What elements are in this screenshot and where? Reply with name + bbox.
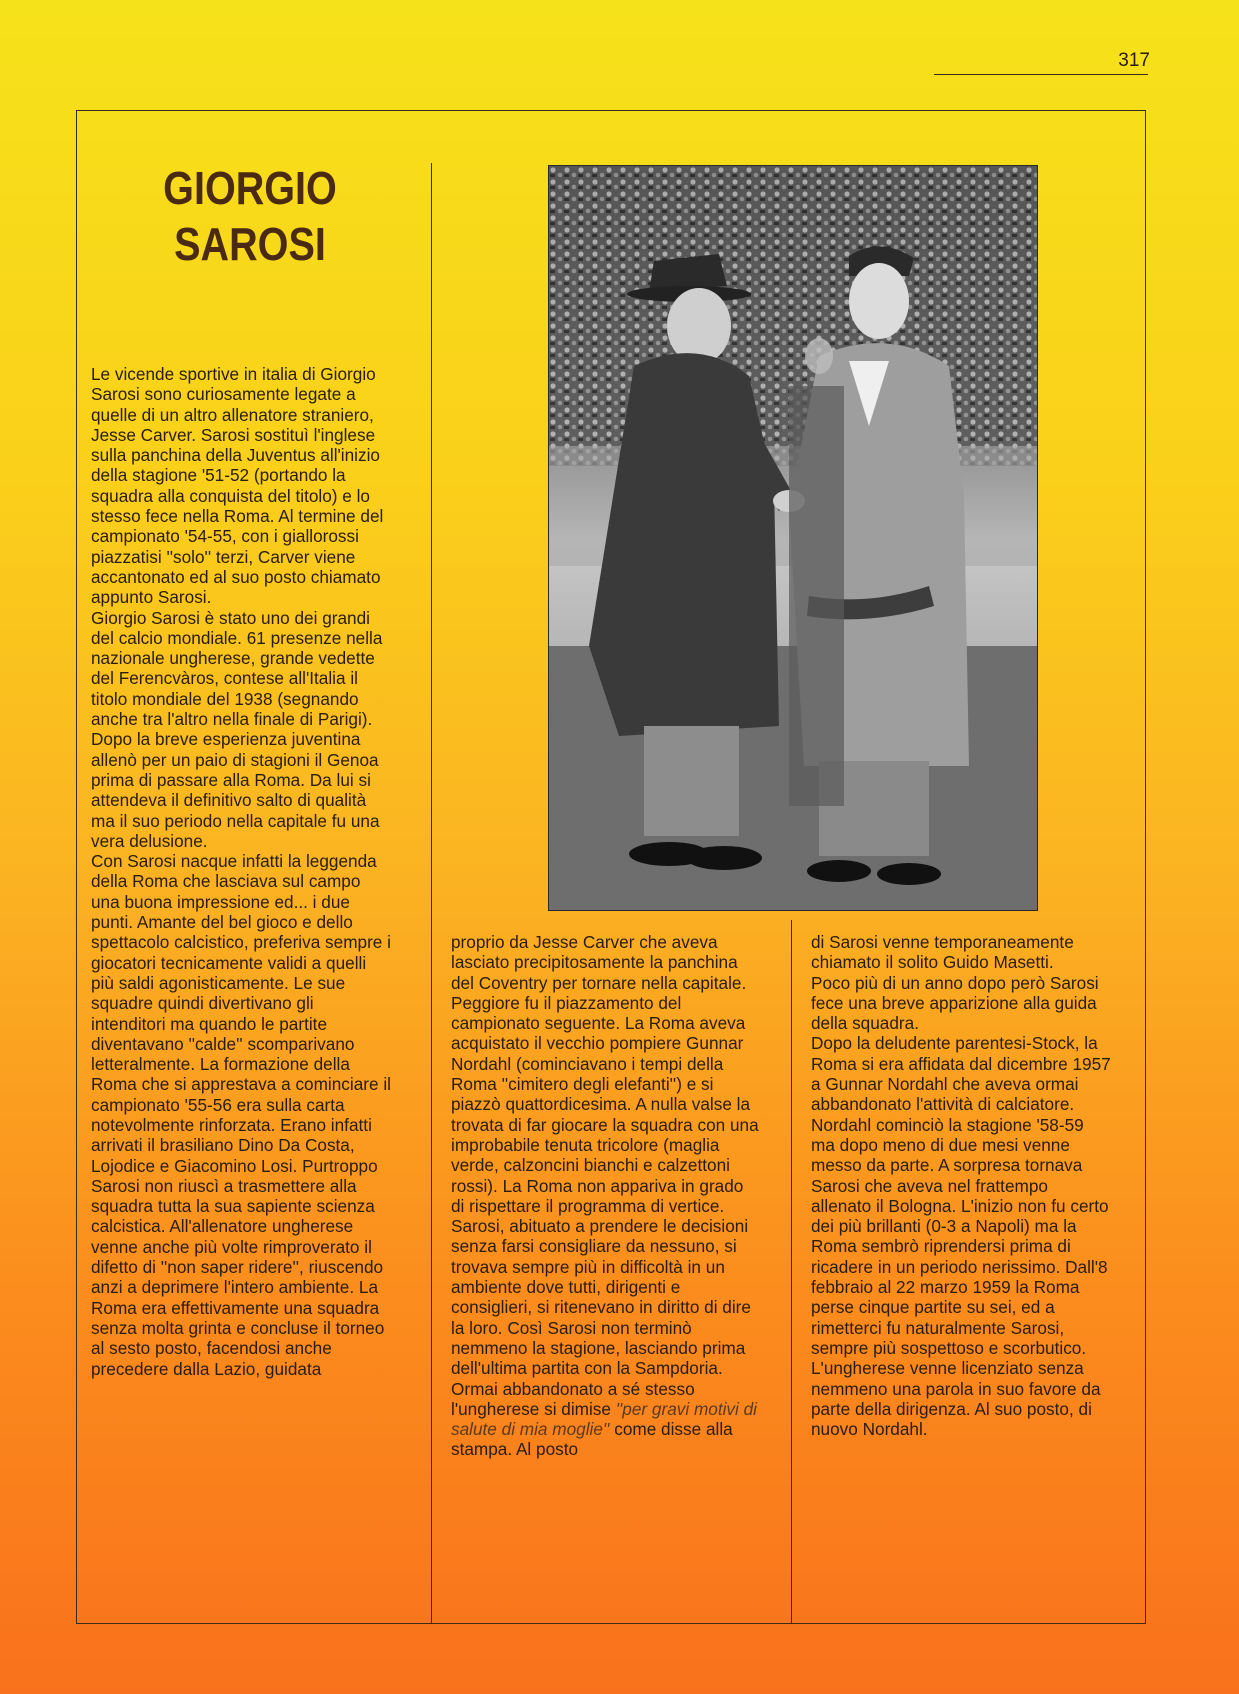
- column-3-text: [811, 932, 1111, 1439]
- paragraph: Dopo la deludente parentesi-Stock, la Roma si era affidata dal dicembre 1957 a Gunnar Nordahl che aveva ormai abbandonato l'attività di calciatore. Nordahl cominciò la stagione '58-59 ma dopo meno di due mesi venne messo da parte. A sorpresa tornava Sarosi che aveva nel frattempo allenato il Bologna. L'inizio non fu certo dei più brillanti (0-3 a Napoli) ma la Roma sembrò riprendersi prima di ricadere in un periodo nerissimo. Dall'8 febbraio al 22 marzo 1959 la Roma perse cinque partite su sei, ed a rimetterci fu naturalmente Sarosi, sempre più sospettoso e scorbutico. L'ungherese venne licenziato senza nemmeno una parola in suo favore da parte della dirigenza. Al suo posto, di nuovo Nordahl.: [811, 1033, 1111, 1440]
- paragraph: Giorgio Sarosi è stato uno dei grandi del calcio mondiale. 61 presenze nella nazionale ungherese, grande vedette del Ferencvàros, contese all'Italia il titolo mondiale del 1938 (segnando anche tra l'altro nella finale di Parigi). Dopo la breve esperienza juventina allenò per un paio di stagioni il Genoa prima di passare alla Roma. Da lui si attendeva il definitivo salto di qualità ma il suo periodo nella capitale fu una vera delusione.: [91, 607, 383, 851]
- column-divider-2: [791, 920, 792, 1624]
- column-1-text: [91, 364, 391, 1379]
- paragraph: Poco più di un anno dopo però Sarosi fece una breve apparizione alla guida della squadra.: [811, 972, 1099, 1034]
- paragraph: di Sarosi venne temporaneamente chiamato il solito Guido Masetti.: [811, 932, 1074, 973]
- photo-handshake: [548, 165, 1038, 911]
- column-divider-1: [431, 163, 432, 1624]
- paragraph: [451, 993, 761, 1460]
- column-2-text: [451, 932, 761, 1460]
- article-title: [112, 160, 387, 272]
- page-number: 317: [1118, 50, 1150, 71]
- quote-italic: ''per gravi motivi di salute di mia moglie'': [451, 1398, 757, 1440]
- photo-image: [549, 166, 1038, 911]
- title-line-2: SAROSI: [174, 218, 326, 270]
- paragraph-text: come disse alla stampa. Al posto: [451, 1419, 733, 1460]
- header-rule: [934, 74, 1148, 75]
- paragraph: Le vicende sportive in italia di Giorgio Sarosi sono curiosamente legate a quelle di un altro allenatore straniero, Jesse Carver. Sarosi sostituì l'inglese sulla panchina della Juventus all'inizio della stagione '51-52 (portando la squadra alla conquista del titolo) e lo stesso fece nella Roma. Al termine del campionato '54-55, con i giallorossi piazzatisi ''solo'' terzi, Carver viene accantonato ed al suo posto chiamato appunto Sarosi.: [91, 364, 384, 608]
- title-line-1: GIORGIO: [163, 162, 337, 214]
- paragraph: proprio da Jesse Carver che aveva lasciato precipitosamente la panchina del Coventry per tornare nella capitale.: [451, 932, 747, 993]
- paragraph-text: Peggiore fu il piazzamento del campionato seguente. La Roma aveva acquistato il vecchio pompiere Gunnar Nordahl (cominciavano i tempi della Roma ''cimitero degli elefanti'') e si piazzò quattordicesima. A nulla valse la trovata di far giocare la squadra con una improbabile tenuta tricolore (maglia verde, calzoncini bianchi e calzettoni rossi). La Roma non appariva in grado di rispettare il programma di vertice. Sarosi, abituato a prendere le decisioni senza farsi consigliare da nessuno, si trovava sempre più in difficoltà in un ambiente dove tutti, dirigenti e consiglieri, si ritenevano in diritto di dire la loro. Così Sarosi non terminò nemmeno la stagione, lasciando prima dell'ultima partita con la Sampdoria. Ormai abbandonato a sé stesso l'ungherese si dimise: [451, 992, 759, 1419]
- paragraph: Con Sarosi nacque infatti la leggenda della Roma che lasciava sul campo una buona impressione ed... i due punti. Amante del bel gioco e dello spettacolo calcistico, preferiva sempre i giocatori tecnicamente validi a quelli più saldi agonisticamente. Le sue squadre quindi divertivano gli intenditori ma quando le partite diventavano ''calde'' scomparivano letteralmente. La formazione della Roma che si apprestava a cominciare il campionato '55-56 era sulla carta notevolmente rinforzata. Erano infatti arrivati il brasiliano Dino Da Costa, Lojodice e Giacomino Losi. Purtroppo Sarosi non riuscì a trasmettere alla squadra tutta la sua sapiente scienza calcistica. All'allenatore ungherese venne anche più volte rimproverato il difetto di ''non saper ridere'', riuscendo anzi a deprimere l'intero ambiente. La Roma era effettivamente una squadra senza molta grinta e concluse il torneo al sesto posto, facendosi anche precedere dalla Lazio, guidata: [91, 851, 391, 1379]
